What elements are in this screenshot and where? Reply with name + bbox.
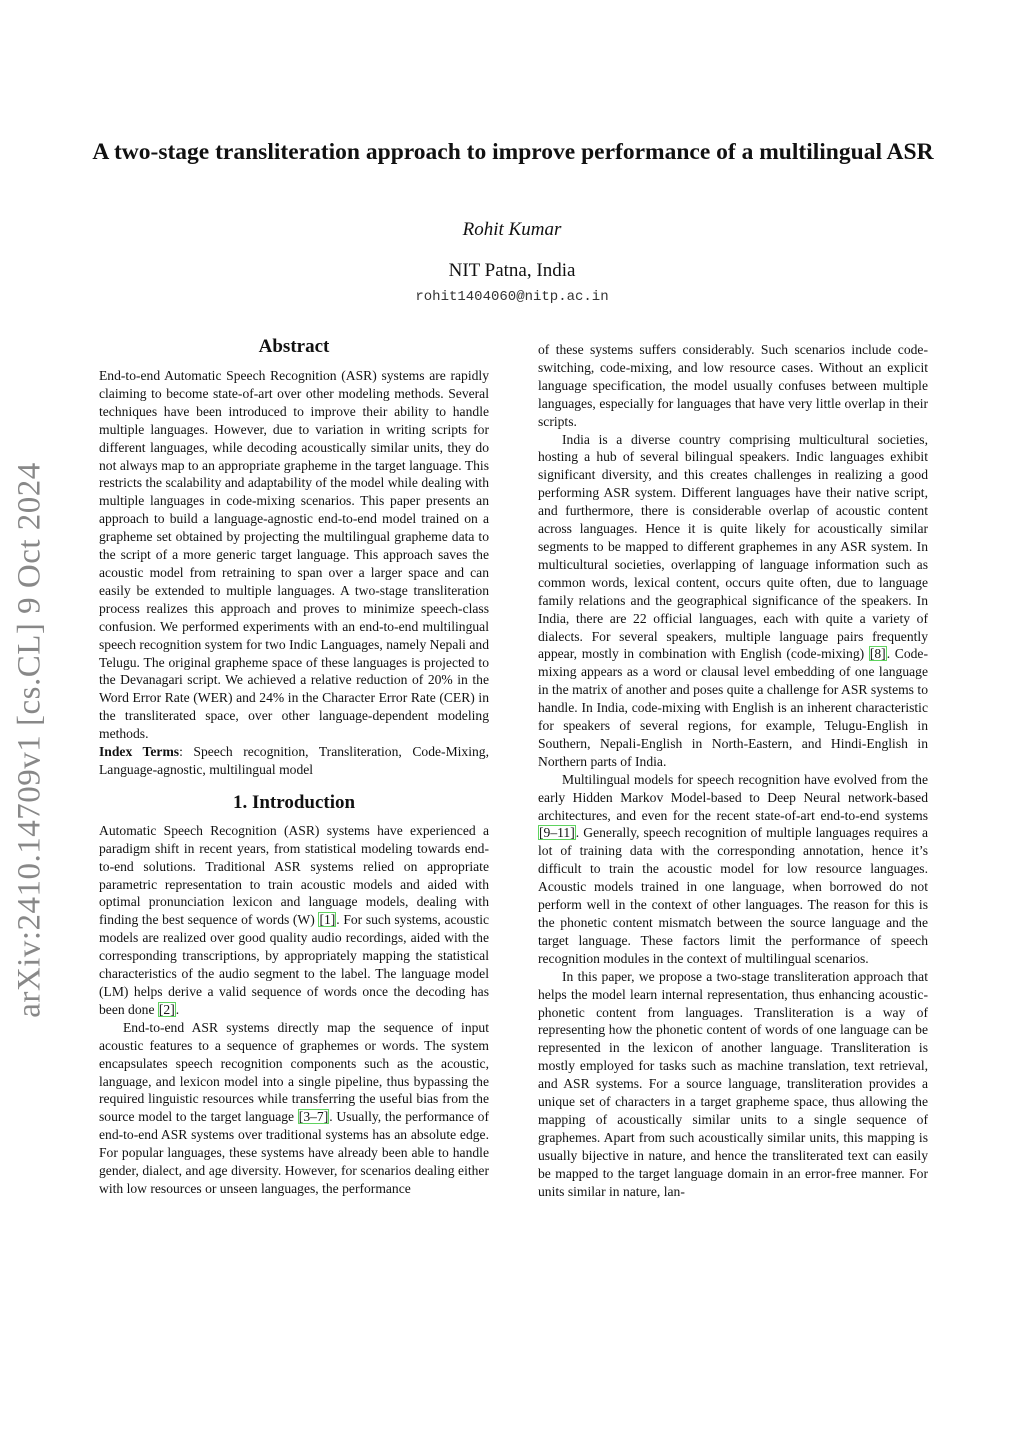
intro-paragraph-5	[538, 771, 928, 968]
index-terms-label: Index Terms	[99, 744, 180, 760]
index-terms-list: : Speech recognition, Transliteration, Code-Mixing, Language-agnostic, multilingual model	[99, 744, 489, 777]
citation-link[interactable]: [8]	[869, 646, 886, 662]
intro-p4-text-a: India is a diverse country comprising multicultural societies, hosting a hub of several bilingual speakers. Indic languages exhibit significant diversity, and this creates challenges in realizing a good performing ASR system. Different languages have their native script, and furthermore, there is considerable overlap of acoustic content across languages. Hence it is quite likely for acoustically similar segments to be mapped to different graphemes in any ASR system. In multicultural societies, overlapping of language information such as common words, lexical content, occurs quite often, due to language family relations and the geographical significance of the speakers. In India, there are 22 official languages, each with quite a variety of dialects. For several speakers, multiple language pairs frequently appear, mostly in combination with English (code-mixing)	[538, 431, 928, 662]
intro-p1-text-c: .	[175, 1001, 180, 1017]
intro-p4-text-b: . Code-mixing appears as a word or clausal level embedding of one language in the matrix of another and poses quite a challenge for ASR systems to handle. In India, code-mixing with English is an inherent characteristic for speakers of several regions, for example, Telugu-English in Southern, Nepali-English in North-Eastern, and Hindi-English in Northern parts of India.	[538, 646, 928, 769]
right-column	[538, 341, 928, 1201]
citation-link[interactable]: [1]	[319, 912, 336, 928]
intro-p2-text-a: End-to-end ASR systems directly map the sequence of input acoustic features to a sequence of graphemes or words. The system encapsulates speech recognition components such as the acoustic, language, and lexicon model into a single pipeline, thus bypassing the required linguistic resources while transferring the useful bias from the source model to the target language	[99, 1019, 489, 1125]
intro-p1-text-b: . For such systems, acoustic models are realized over good quality audio recordings, aided with the corresponding transcriptions, by appropriately mapping the statistical characteristics of the audio segment to the label. The language model (LM) helps derive a valid sequence of words once the decoding has been done	[99, 912, 489, 1017]
intro-paragraph-3: of these systems suffers considerably. Such scenarios include code-switching, code-mixing, and low resource cases. Without an explicit language specification, the model usually confuses between multiple languages, especially for languages that have very little overlap in their scripts.	[538, 342, 928, 429]
author-affiliation: NIT Patna, India	[448, 260, 576, 281]
author-name: Rohit Kumar	[462, 219, 562, 240]
abstract-text: End-to-end Automatic Speech Recognition (ASR) systems are rapidly claiming to become state-of-art over other modeling methods. Several techniques have been introduced to improve their ability to handle multiple languages. However, due to variation in writing scripts for different languages, while decoding acoustically similar units, they do not always map to an appropriate grapheme in the target language. This restricts the scalability and adaptability of the model while dealing with multiple languages in code-mixing scenarios. This paper presents an approach to build a language-agnostic end-to-end model trained on a grapheme set obtained by projecting the multilingual grapheme data to the script of a more generic target language. This approach saves the acoustic model from retraining to span over a larger space and can easily be extended to multiple languages. A two-stage transliteration process realizes this approach and proves to minimize speech-class confusion. We performed experiments with an end-to-end multilingual speech recognition system for two Indic Languages, namely Nepali and Telugu. The original grapheme space of these languages is projected to the Devanagari script. We achieved a relative reduction of 20% in the Word Error Rate (WER) and 24% in the Character Error Rate (CER) in the transliterated space, over other language-dependent modeling methods.	[99, 368, 489, 742]
intro-paragraph-6: In this paper, we propose a two-stage transliteration approach that helps the model learn internal representation, thus enhancing acoustic-phonetic content from languages. Transliteration is a way of representing how the phonetic content of words of one language can be represented in the lexicon of another language. Transliteration is mostly employed for tasks such as machine translation, text retrieval, and ASR systems. For a source language, transliteration provides a unique set of characters in a target grapheme space, thus allowing the mapping of acoustically similar units to a single sequence of graphemes. Apart from such acoustically similar units, this mapping is usually bijective in nature, and hence the transliterated text can easily be mapped to the target language domain in an error-free manner. For units similar in nature, lan-	[538, 968, 928, 1199]
citation-link[interactable]: [3–7]	[298, 1109, 329, 1125]
intro-paragraph-1	[99, 822, 489, 1019]
intro-p5-text-b: . Generally, speech recognition of multiple languages requires a lot of training data with the corresponding annotation, hence it’s difficult to train the acoustic model for low resource languages. Acoustic models trained in one language, when borrowed do not perform well in the context of other languages. The reason for this is the phonetic content mismatch between the source language and the target language. These factors limit the performance of speech recognition modules in the context of multilingual scenarios.	[538, 825, 928, 966]
intro-p1-text-a: Automatic Speech Recognition (ASR) systems have experienced a paradigm shift in recent years, from statistical modeling towards end-to-end solutions. Traditional ASR systems relied on appropriate parametric representation to train acoustic models and aided with optimal pronunciation lexicon and language models, dealing with finding the best sequence of words (W)	[99, 822, 489, 928]
arxiv-identifier: arXiv:2410.14709v1 [cs.CL] 9 Oct 2024	[11, 462, 48, 1018]
abstract-heading: Abstract	[258, 336, 330, 357]
intro-p5-text-a: Multilingual models for speech recognition have evolved from the early Hidden Markov Model-based to Deep Neural network-based architectures, and even for the recent state-of-art end-to-end systems	[538, 771, 928, 823]
left-column	[99, 336, 489, 1198]
intro-paragraph-4	[538, 431, 928, 771]
arxiv-sidebar-stamp	[10, 440, 50, 1040]
paper-title: A two-stage transliteration approach to improve performance of a multilingual ASR	[92, 139, 934, 165]
introduction-heading: 1. Introduction	[232, 791, 356, 813]
citation-link[interactable]: [2]	[158, 1001, 175, 1017]
intro-p2-text-b: . Usually, the performance of end-to-end ASR systems over traditional systems has an absolute edge. For popular languages, these systems have already been able to handle gender, dialect, and age diversity. However, for scenarios dealing either with low resources or unseen languages, the performance	[99, 1109, 489, 1196]
intro-paragraph-2	[99, 1019, 489, 1198]
citation-link[interactable]: [9–11]	[539, 825, 575, 841]
index-terms	[99, 743, 489, 779]
author-email: rohit1404060@nitp.ac.in	[415, 289, 609, 305]
